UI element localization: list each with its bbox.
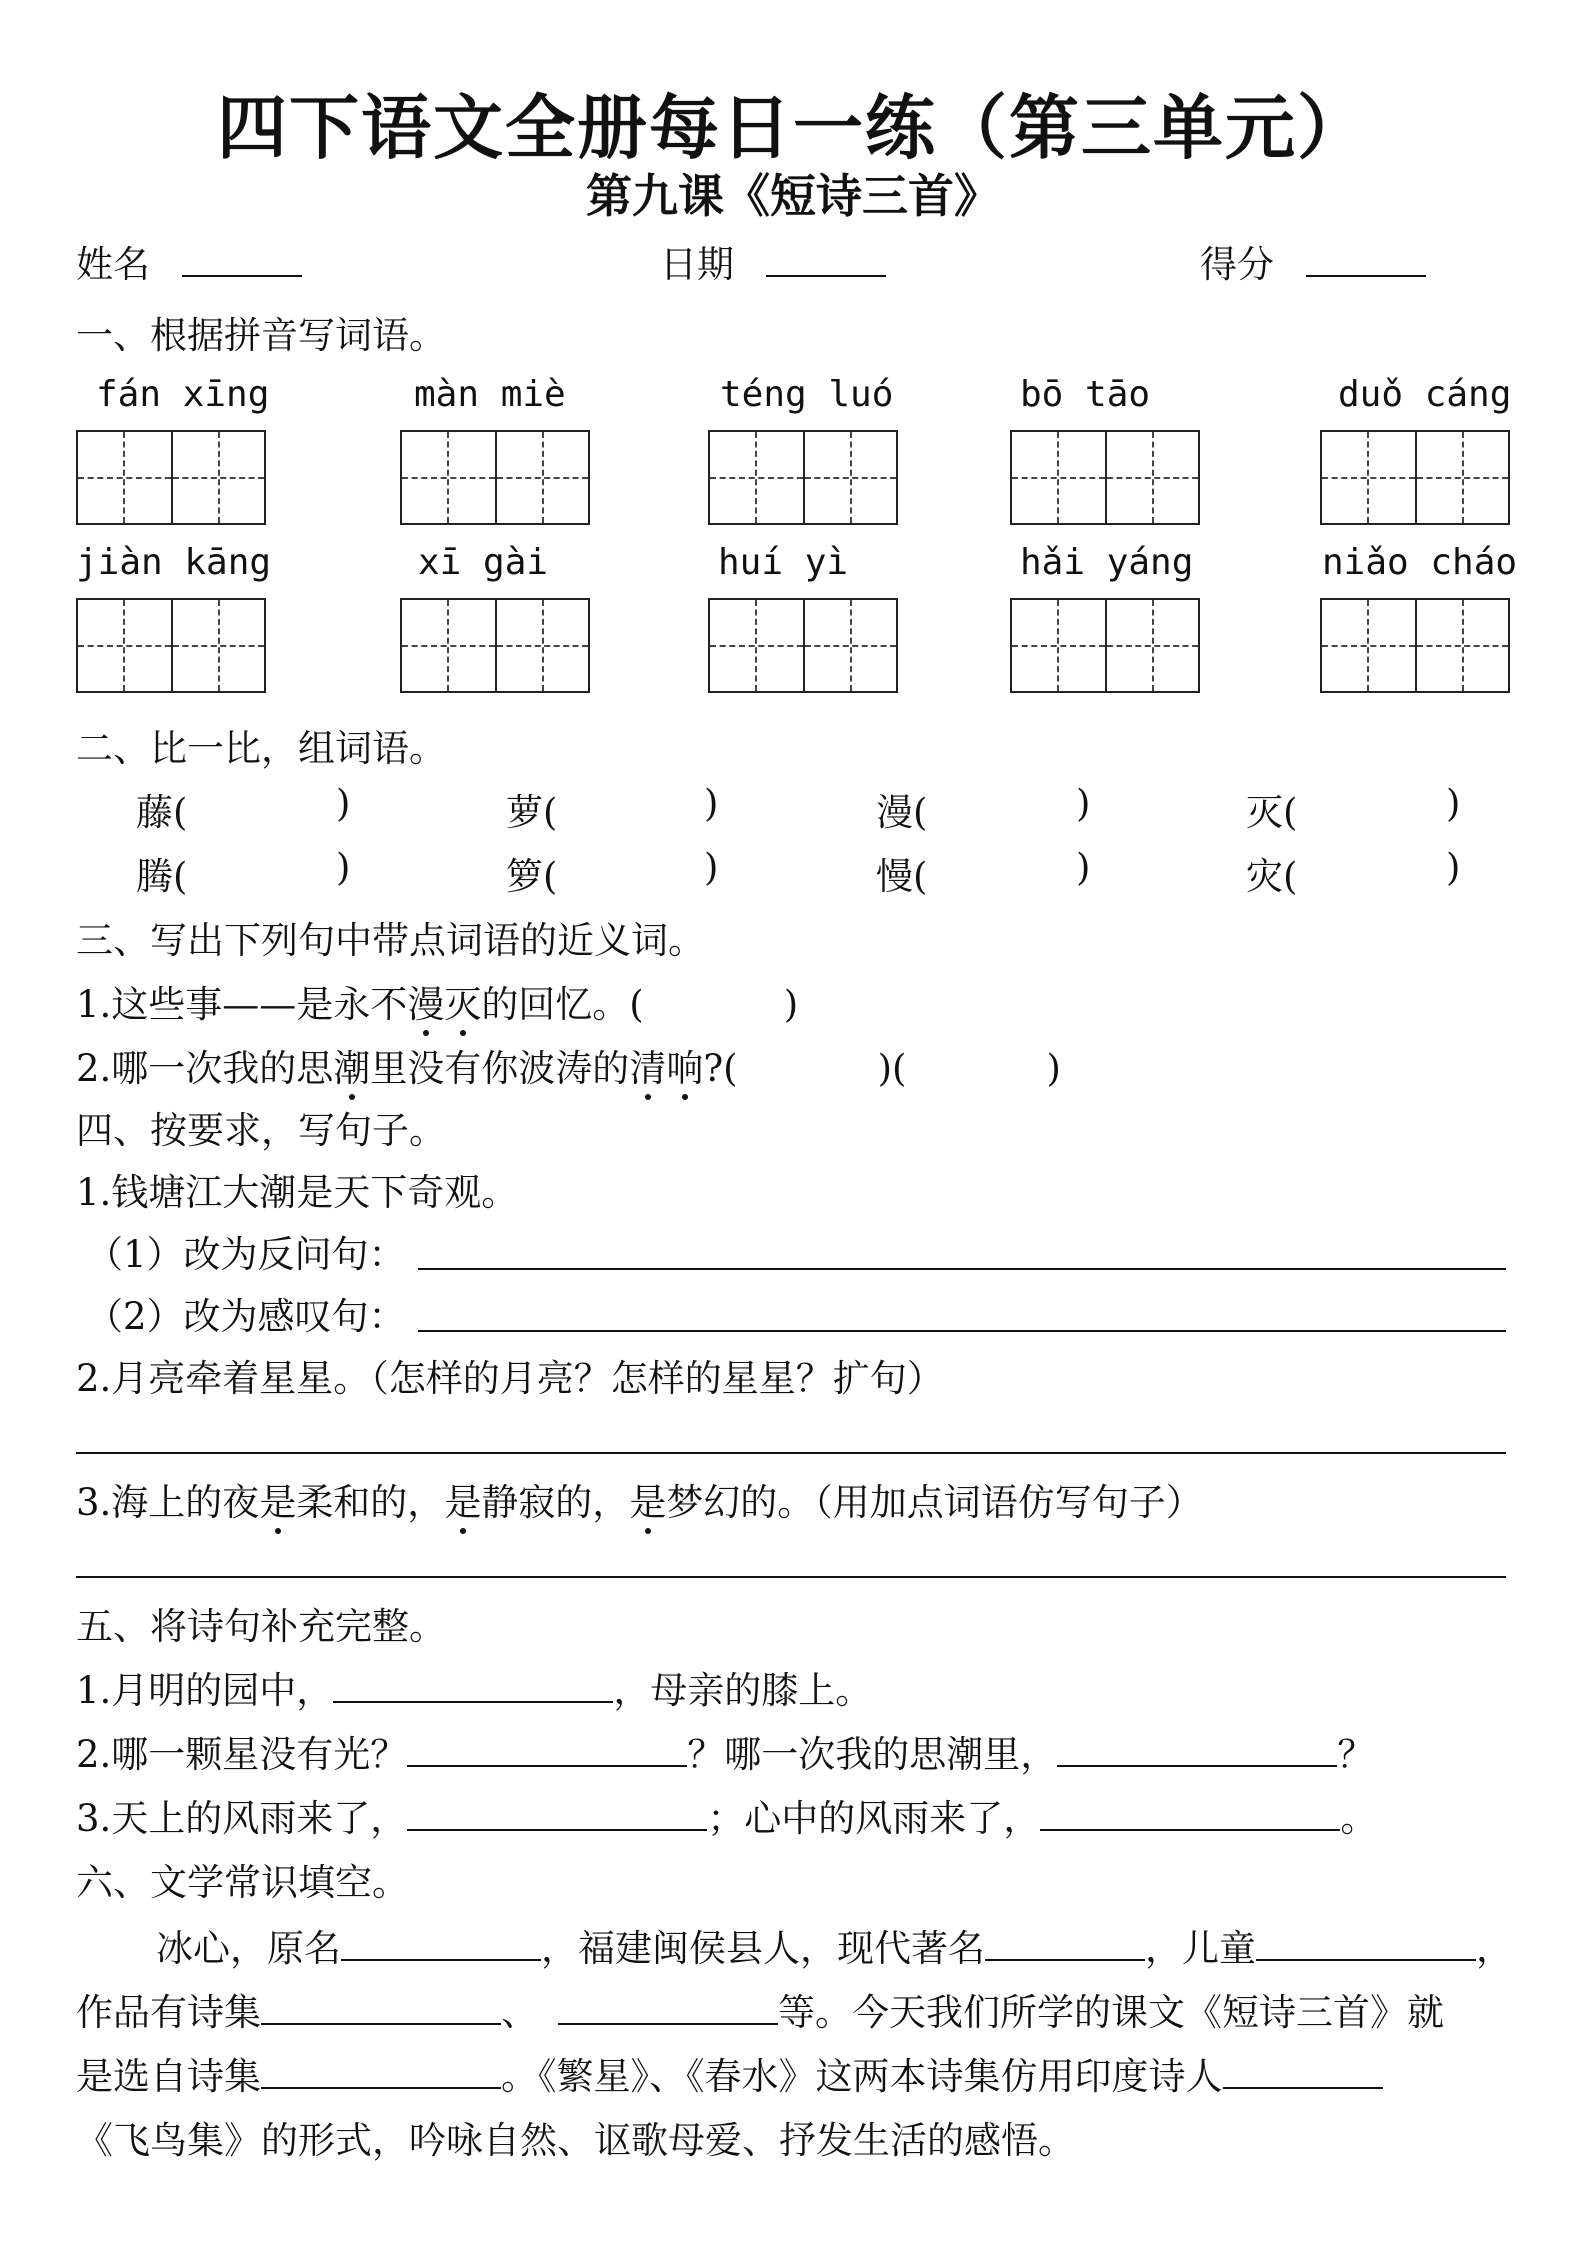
literature-line-4: 《飞鸟集》的形式，吟咏自然、讴歌母爱、抒发生活的感悟。 xyxy=(76,2119,1075,2162)
q-text: 是选自诗集 xyxy=(76,2055,261,2098)
compare-char: 藤( xyxy=(136,791,188,834)
fill-blank[interactable] xyxy=(1057,1764,1337,1767)
q-text: 作品有诗集 xyxy=(76,1991,261,2034)
compare-char: 漫( xyxy=(876,791,928,834)
compare-char: 灾( xyxy=(1246,855,1298,898)
compare-char: 箩( xyxy=(506,855,558,898)
section5-heading: 五、将诗句补充完整。 xyxy=(76,1605,446,1648)
dotted-char: 潮 xyxy=(333,1038,370,1092)
q-text: 静寂的， xyxy=(481,1481,630,1524)
fill-blank[interactable] xyxy=(333,1700,613,1703)
dotted-char: 是 xyxy=(444,1472,481,1526)
answer-line[interactable] xyxy=(76,1576,1506,1578)
q-text: 3.海上的夜 xyxy=(76,1481,260,1524)
compare-char: 灭( xyxy=(1246,791,1298,834)
dotted-char: 灭 xyxy=(444,974,481,1028)
pinyin: duǒ cáng xyxy=(1338,374,1512,415)
section6-heading: 六、文学常识填空。 xyxy=(76,1861,409,1904)
compare-close: ) xyxy=(1076,782,1091,825)
compare-close: ) xyxy=(704,782,719,825)
question-4-3 xyxy=(76,1472,1203,1526)
question-4-1: 1.钱塘江大潮是天下奇观。 xyxy=(76,1171,519,1214)
compare-close: ) xyxy=(336,782,351,825)
q-text: 、 xyxy=(501,1991,538,2034)
name-label: 姓名 xyxy=(76,243,150,286)
q-text: 2.哪一颗星没有光？ xyxy=(76,1733,408,1776)
q-text: 冰心，原名 xyxy=(156,1927,341,1970)
score-field[interactable] xyxy=(1200,234,1426,288)
q-text: ；心中的风雨来了， xyxy=(707,1797,1041,1840)
q-text: 的回忆。( xyxy=(481,983,644,1026)
q-text: ，母亲的膝上。 xyxy=(613,1669,873,1712)
q-text: ， xyxy=(1476,1927,1513,1970)
fill-blank[interactable] xyxy=(261,2022,501,2025)
compare-char: 腾( xyxy=(136,855,188,898)
section3-heading: 三、写出下列句中带点词语的近义词。 xyxy=(76,919,705,962)
name-blank[interactable] xyxy=(182,274,302,277)
answer-line[interactable] xyxy=(418,1268,1506,1270)
poem-line-3 xyxy=(76,1788,1377,1842)
question-4-2: 2.月亮牵着星星。（怎样的月亮？怎样的星星？扩句） xyxy=(76,1357,944,1400)
lesson-subtitle: 第九课《短诗三首》 xyxy=(586,169,1000,223)
fill-blank[interactable] xyxy=(341,1958,541,1961)
writing-grid[interactable] xyxy=(76,598,266,693)
dotted-char: 漫 xyxy=(407,974,444,1028)
fill-blank[interactable] xyxy=(558,2022,778,2025)
q-text: 。《繁星》、《春水》这两本诗集仿用印度诗人 xyxy=(501,2055,1223,2098)
pinyin: niǎo cháo xyxy=(1322,542,1518,583)
section2-heading: 二、比一比，组词语。 xyxy=(76,727,446,770)
pinyin: téng luó xyxy=(720,374,894,415)
dotted-char: 是 xyxy=(629,1472,666,1526)
literature-line-2 xyxy=(76,1982,1444,2036)
pinyin: hǎi yáng xyxy=(1020,542,1194,583)
dotted-char: 响 xyxy=(666,1038,703,1092)
literature-line-3 xyxy=(76,2046,1383,2100)
writing-grid[interactable] xyxy=(1010,598,1200,693)
dotted-char: 是 xyxy=(259,1472,296,1526)
page-title: 四下语文全册每日一练（第三单元） xyxy=(217,86,1369,169)
answer-line[interactable] xyxy=(418,1330,1506,1332)
compare-close: ) xyxy=(336,846,351,889)
fill-blank[interactable] xyxy=(985,1958,1145,1961)
section4-heading: 四、按要求，写句子。 xyxy=(76,1109,446,1152)
q-text: ) xyxy=(1046,1047,1061,1090)
q-text: ，福建闽侯县人，现代著名 xyxy=(541,1927,985,1970)
writing-grid[interactable] xyxy=(708,430,898,525)
date-blank[interactable] xyxy=(766,274,886,277)
writing-grid[interactable] xyxy=(400,430,590,525)
q-text: 1.这些事——是永不 xyxy=(76,983,408,1026)
date-field[interactable] xyxy=(660,234,886,288)
q-text: ？哪一次我的思潮里， xyxy=(687,1733,1058,1776)
question-3-1 xyxy=(76,974,798,1028)
compare-close: ) xyxy=(1446,782,1461,825)
q-text: 柔和的， xyxy=(296,1481,445,1524)
compare-close: ) xyxy=(1076,846,1091,889)
question-4-1a: （1）改为反问句： xyxy=(86,1233,406,1276)
answer-line[interactable] xyxy=(76,1452,1506,1454)
question-3-2 xyxy=(76,1038,1061,1092)
writing-grid[interactable] xyxy=(1010,430,1200,525)
pinyin: bō tāo xyxy=(1020,374,1151,415)
poem-line-1 xyxy=(76,1660,872,1714)
name-field[interactable] xyxy=(76,234,302,288)
compare-close: ) xyxy=(704,846,719,889)
writing-grid[interactable] xyxy=(1320,430,1510,525)
q-text: 。 xyxy=(1340,1797,1378,1840)
q-text: 里没有你波涛的 xyxy=(370,1047,630,1090)
fill-blank[interactable] xyxy=(261,2086,501,2089)
q-text: ) xyxy=(783,983,799,1026)
fill-blank[interactable] xyxy=(407,1764,687,1767)
compare-char: 萝( xyxy=(506,791,558,834)
q-text: 3.天上的风雨来了， xyxy=(76,1797,408,1840)
writing-grid[interactable] xyxy=(400,598,590,693)
compare-char: 慢( xyxy=(876,855,928,898)
q-text: 梦幻的。（用加点词语仿写句子） xyxy=(666,1481,1203,1524)
question-4-1b: （2）改为感叹句： xyxy=(86,1295,406,1338)
poem-line-2 xyxy=(76,1724,1374,1778)
compare-close: ) xyxy=(1446,846,1461,889)
pinyin: màn miè xyxy=(414,374,566,415)
date-label: 日期 xyxy=(660,243,734,286)
q-text: ，儿童 xyxy=(1145,1927,1256,1970)
fill-blank[interactable] xyxy=(407,1828,707,1831)
q-text: 2.哪一次我的思 xyxy=(76,1047,334,1090)
q-text: 1.月明的园中， xyxy=(76,1669,334,1712)
fill-blank[interactable] xyxy=(1040,1828,1340,1831)
writing-grid[interactable] xyxy=(76,430,266,525)
dotted-char: 清 xyxy=(629,1038,666,1092)
q-text: 等。今天我们所学的课文《短诗三首》就 xyxy=(778,1991,1444,2034)
pinyin: fán xīng xyxy=(96,374,270,415)
section1-heading: 一、根据拼音写词语。 xyxy=(76,314,446,357)
writing-grid[interactable] xyxy=(1320,598,1510,693)
q-text: ?( xyxy=(703,1047,738,1090)
q-text: ？ xyxy=(1337,1733,1375,1776)
fill-blank[interactable] xyxy=(1256,1958,1476,1961)
fill-blank[interactable] xyxy=(1223,2086,1383,2089)
pinyin: jiàn kāng xyxy=(76,542,272,583)
q-text: )( xyxy=(877,1047,907,1090)
pinyin: xī gài xyxy=(418,542,549,583)
score-label: 得分 xyxy=(1200,243,1274,286)
pinyin: huí yì xyxy=(718,542,849,583)
writing-grid[interactable] xyxy=(708,598,898,693)
literature-line-1 xyxy=(156,1918,1513,1972)
score-blank[interactable] xyxy=(1306,274,1426,277)
